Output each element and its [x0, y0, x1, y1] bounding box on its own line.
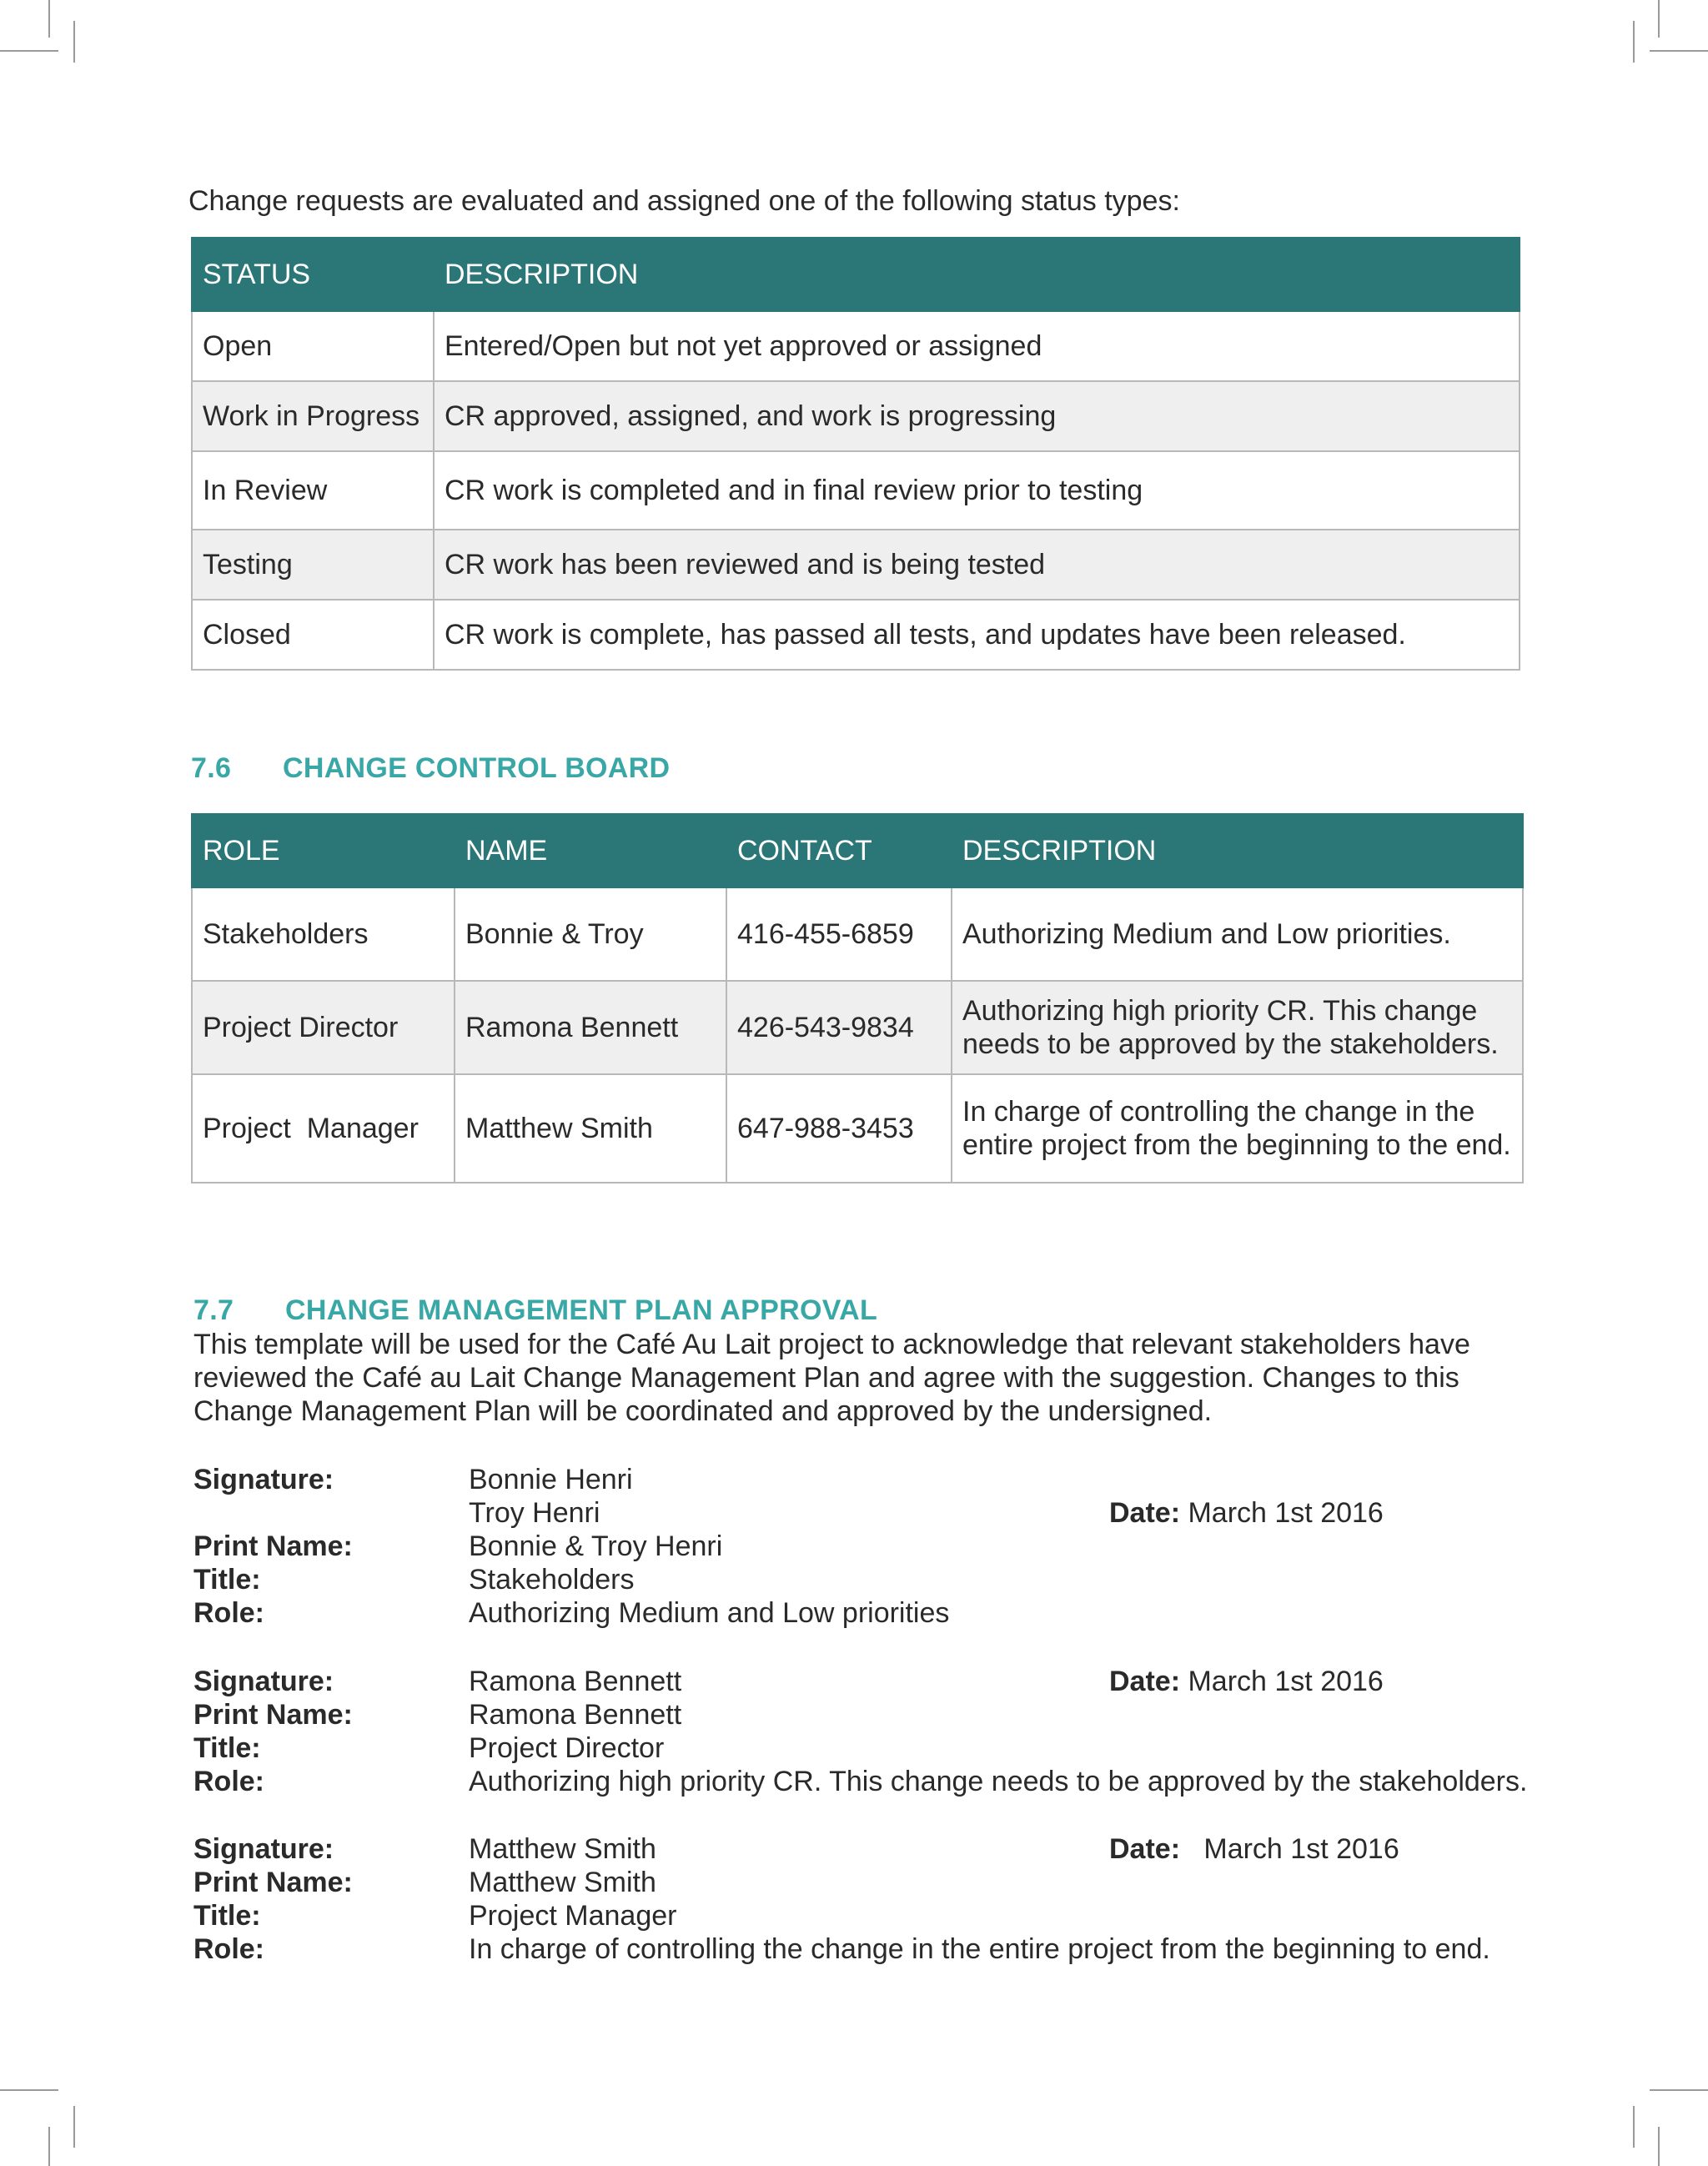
role-row [193, 1932, 1545, 1966]
table-header-row [192, 238, 1520, 311]
contact-cell: 426-543-9834 [726, 981, 952, 1074]
table-row [192, 311, 1520, 381]
signature-block-project-director [193, 1665, 1545, 1798]
date-field [1109, 1832, 1399, 1866]
role-row [193, 1596, 1545, 1630]
table-row [192, 1074, 1523, 1183]
status-cell: Testing [192, 530, 434, 600]
role-cell: Stakeholders [192, 887, 455, 981]
date-field [1109, 1496, 1384, 1530]
crop-mark [1650, 2089, 1708, 2091]
print-name-row [193, 1698, 1545, 1731]
role-cell: Project Director [192, 981, 455, 1074]
name-cell: Bonnie & Troy [455, 887, 726, 981]
column-header-role: ROLE [192, 814, 455, 887]
crop-mark [48, 2127, 50, 2166]
section-number: 7.7 [193, 1294, 234, 1326]
crop-mark [0, 2089, 58, 2091]
signature-row [193, 1832, 1545, 1866]
signature-label: Signature: [193, 1833, 334, 1865]
print-name-value: Bonnie & Troy Henri [469, 1530, 723, 1562]
status-cell: Closed [192, 600, 434, 670]
status-cell: Open [192, 311, 434, 381]
description-cell: CR work has been reviewed and is being tested [434, 530, 1520, 600]
title-row [193, 1899, 1545, 1932]
table-row [192, 600, 1520, 670]
column-header-description: DESCRIPTION [952, 814, 1523, 887]
crop-mark [1650, 50, 1708, 52]
role-value: Authorizing high priority CR. This change needs to be approved by the stakeholders. [469, 1766, 1528, 1797]
crop-mark [1658, 0, 1660, 38]
role-label: Role: [193, 1933, 264, 1965]
column-header-name: NAME [455, 814, 726, 887]
status-cell: In Review [192, 451, 434, 530]
description-cell: Authorizing high priority CR. This change needs to be approved by the stakeholders. [952, 981, 1523, 1074]
section-title: CHANGE CONTROL BOARD [283, 752, 671, 784]
name-cell: Matthew Smith [455, 1074, 726, 1183]
status-cell: Work in Progress [192, 381, 434, 451]
description-cell: CR work is completed and in final review prior to testing [434, 451, 1520, 530]
signature-block-project-manager [193, 1832, 1545, 1966]
print-name-value: Matthew Smith [469, 1867, 656, 1898]
date-value: March 1st 2016 [1188, 1666, 1384, 1697]
print-name-row [193, 1866, 1545, 1899]
table-row [192, 381, 1520, 451]
print-name-row [193, 1530, 1545, 1563]
date-label: Date: [1109, 1833, 1181, 1865]
title-value: Project Manager [469, 1900, 677, 1932]
crop-mark [1633, 21, 1635, 63]
print-name-label: Print Name: [193, 1867, 353, 1898]
signature-label: Signature: [193, 1666, 334, 1697]
signature-row [193, 1463, 1545, 1496]
crop-mark [0, 50, 58, 52]
description-cell: CR work is complete, has passed all tests, and updates have been released. [434, 600, 1520, 670]
signature-block-stakeholders [193, 1463, 1545, 1630]
table-row [192, 887, 1523, 981]
contact-cell: 416-455-6859 [726, 887, 952, 981]
crop-mark [1633, 2106, 1635, 2148]
section-heading-change-management-plan-approval [193, 1294, 877, 1327]
date-value: March 1st 2016 [1203, 1833, 1399, 1865]
intro-text: Change requests are evaluated and assigned one of the following status types: [188, 185, 1180, 217]
section-title: CHANGE MANAGEMENT PLAN APPROVAL [285, 1294, 878, 1326]
section-heading-change-control-board [191, 752, 670, 785]
print-name-value: Ramona Bennett [469, 1699, 682, 1731]
crop-mark [73, 21, 75, 63]
description-cell: Entered/Open but not yet approved or assigned [434, 311, 1520, 381]
crop-mark [73, 2106, 75, 2148]
table-row [192, 451, 1520, 530]
signature-row-continued [193, 1496, 1545, 1530]
role-cell: Project Manager [192, 1074, 455, 1183]
role-value: Authorizing Medium and Low priorities [469, 1597, 950, 1629]
signature-label: Signature: [193, 1464, 334, 1495]
crop-mark [48, 0, 50, 38]
description-cell: CR approved, assigned, and work is progressing [434, 381, 1520, 451]
column-header-description: DESCRIPTION [434, 238, 1520, 311]
name-cell: Ramona Bennett [455, 981, 726, 1074]
title-row [193, 1563, 1545, 1596]
title-value: Stakeholders [469, 1564, 635, 1596]
date-value: March 1st 2016 [1188, 1497, 1384, 1529]
signature-value: Bonnie Henri [469, 1464, 633, 1495]
section-number: 7.6 [191, 752, 232, 784]
signature-row [193, 1665, 1545, 1698]
table-header-row [192, 814, 1523, 887]
status-table [191, 237, 1520, 671]
title-label: Title: [193, 1564, 261, 1596]
change-control-board-table [191, 813, 1524, 1184]
print-name-label: Print Name: [193, 1699, 353, 1731]
title-value: Project Director [469, 1732, 665, 1764]
title-label: Title: [193, 1900, 261, 1932]
crop-mark [1658, 2127, 1660, 2166]
approval-paragraph: This template will be used for the Café Au Lait project to acknowledge that relevant stakeholders have reviewed the Café au Lait Change Management Plan and agree with the suggestion. Changes to this Change Management Plan will be coordinated and approved by the undersigned. [193, 1329, 1470, 1427]
date-label: Date: [1109, 1497, 1181, 1529]
signature-value: Ramona Bennett [469, 1666, 682, 1697]
table-row [192, 530, 1520, 600]
description-cell: Authorizing Medium and Low priorities. [952, 887, 1523, 981]
role-value: In charge of controlling the change in the entire project from the beginning to end. [469, 1933, 1490, 1965]
role-label: Role: [193, 1766, 264, 1797]
contact-cell: 647-988-3453 [726, 1074, 952, 1183]
role-row [193, 1765, 1545, 1798]
title-label: Title: [193, 1732, 261, 1764]
print-name-label: Print Name: [193, 1530, 353, 1562]
role-label: Role: [193, 1597, 264, 1629]
title-row [193, 1731, 1545, 1765]
signature-value: Troy Henri [469, 1497, 600, 1529]
column-header-status: STATUS [192, 238, 434, 311]
column-header-contact: CONTACT [726, 814, 952, 887]
date-field [1109, 1665, 1384, 1698]
table-row [192, 981, 1523, 1074]
signature-value: Matthew Smith [469, 1833, 656, 1865]
description-cell: In charge of controlling the change in the entire project from the beginning to the end. [952, 1074, 1523, 1183]
date-label: Date: [1109, 1666, 1181, 1697]
